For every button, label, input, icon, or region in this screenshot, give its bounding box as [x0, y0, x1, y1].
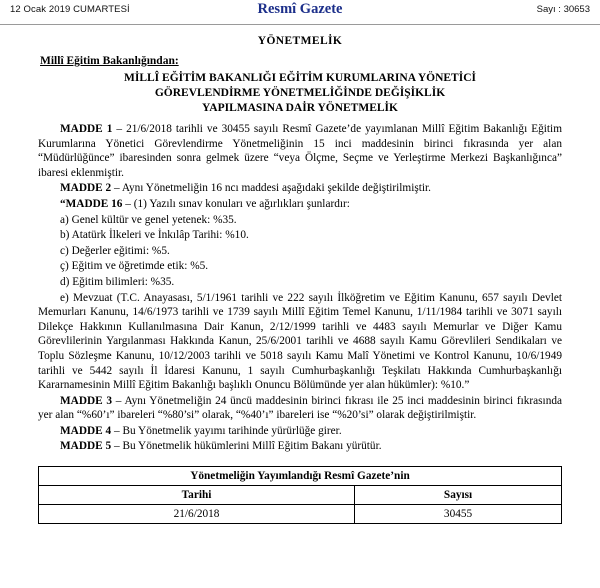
- quoted-article-label: “MADDE 16: [60, 197, 123, 210]
- table-cell-number: 30455: [355, 505, 562, 524]
- table-caption-row: [39, 467, 562, 486]
- table-caption: Yönetmeliğin Yayımlandığı Resmî Gazete’nin: [39, 467, 562, 486]
- regulation-title-line-1: MİLLÎ EĞİTİM BAKANLIĞI EĞİTİM KURUMLARINA YÖNETİCİ: [124, 72, 476, 84]
- article-4-label: MADDE 4: [60, 424, 112, 437]
- masthead: [0, 0, 600, 24]
- table-cell-date: 21/6/2018: [39, 505, 355, 524]
- document-body: [0, 25, 600, 454]
- article-3-label: MADDE 3: [60, 394, 113, 407]
- quoted-item-b: b) Atatürk İlkeleri ve İnkılâp Tarihi: %10.: [60, 229, 249, 242]
- document-kind: YÖNETMELİK: [257, 35, 343, 47]
- article-4: [38, 424, 562, 439]
- article-5: [38, 439, 562, 454]
- article-1-text: – 21/6/2018 tarihli ve 30455 sayılı Resmî Gazete’de yayımlanan Millî Eğitim Bakanlığı Eğitim Kurumlarına Yönetici Görevlendirme Yönetmeliğinin 15 inci maddesinin birinci fıkrasında yer alan “Müdürlüğünce” ibaresinden sonra gelmek üzere “veya Ölçme, Seçme ve Yerleştirme Merkezi Başkanlığınca” ibaresi eklenmiştir.: [38, 123, 562, 179]
- article-1-label: MADDE 1: [60, 123, 113, 135]
- quoted-item-a: a) Genel kültür ve genel yetenek: %35.: [60, 213, 237, 226]
- gazette-title: Resmî Gazete: [257, 1, 343, 17]
- regulation-title: [48, 71, 552, 116]
- issuing-authority: Millî Eğitim Bakanlığından:: [40, 55, 179, 67]
- quoted-article-16: [38, 197, 562, 212]
- publication-table-wrapper: [0, 466, 600, 524]
- article-4-text: – Bu Yönetmelik yayımı tarihinde yürürlüğe girer.: [111, 424, 342, 437]
- table-col-number: Sayısı: [355, 486, 562, 505]
- table-row: [39, 505, 562, 524]
- quoted-item-e: e) Mevzuat (T.C. Anayasası, 5/1/1961 tarihli ve 222 sayılı İlköğretim ve Eğitim Kanunu, 657 sayılı Devlet Memurları Kanunu, 14/6/1973 tarihli ve 1739 sayılı Millî Eğitim Temel Kanunu, 1/11/1984 tarihli ve 3071 sayılı Dilekçe Hakkının Kullanılmasına Dair Kanun, 2/12/1999 tarihli ve 4483 sayılı Memurlar ve Diğer Kamu Görevlilerinin Yargılanması Hakkında Kanun, 25/6/2001 tarihli ve 4688 sayılı Kamu Görevlileri Sendikaları ve Toplu Sözleşme Kanunu, 10/12/2003 tarihli ve 5018 sayılı Kamu Malî Yönetimi ve Kontrol Kanunu, 10/6/1949 tarihli ve 5442 sayılı İl İdaresi Kanunu, 1 sayılı Cumhurbaşkanlığı Teşkilatı Hakkında Cumhurbaşkanlığı Kararnamesinin Millî Eğitim Bakanlığı başlıklı Onuncu Bölümünde yer alan hükümler): %10.”: [38, 291, 562, 392]
- gazette-date: 12 Ocak 2019 CUMARTESİ: [10, 4, 130, 15]
- article-5-text: – Bu Yönetmelik hükümlerini Millî Eğitim Bakanı yürütür.: [111, 440, 382, 453]
- table-col-date: Tarihi: [39, 486, 355, 505]
- quoted-article-intro: – (1) Yazılı sınav konuları ve ağırlıkları şunlardır:: [122, 197, 350, 210]
- quoted-item-d: d) Eğitim bilimleri: %35.: [60, 275, 175, 288]
- article-2-label: MADDE 2: [60, 182, 112, 195]
- article-2: [38, 181, 562, 196]
- regulation-title-line-2: GÖREVLENDİRME YÖNETMELİĞİNDE DEĞİŞİKLİK: [154, 87, 446, 99]
- article-3: [38, 394, 562, 423]
- article-1: [38, 122, 562, 180]
- publication-table: [38, 466, 562, 524]
- article-5-label: MADDE 5: [60, 440, 112, 453]
- table-header-row: [39, 486, 562, 505]
- quoted-item-c: c) Değerler eğitimi: %5.: [60, 244, 170, 257]
- regulation-title-line-3: YAPILMASINA DAİR YÖNETMELİK: [202, 102, 398, 114]
- gazette-issue-number: Sayı : 30653: [536, 4, 590, 15]
- quoted-item-c-cedilla: ç) Eğitim ve öğretimde etik: %5.: [60, 260, 209, 273]
- article-2-text: – Aynı Yönetmeliğin 16 ncı maddesi aşağıdaki şekilde değiştirilmiştir.: [111, 182, 431, 195]
- article-3-text: – Aynı Yönetmeliğin 24 üncü maddesinin birinci fıkrası ile 25 inci maddesinin birinci fıkrasında yer alan “%60’ı” ibareleri “%80’si” olarak, “%40’ı” ibareleri ise “%20’si” olarak değiştirilmiştir.: [38, 394, 563, 422]
